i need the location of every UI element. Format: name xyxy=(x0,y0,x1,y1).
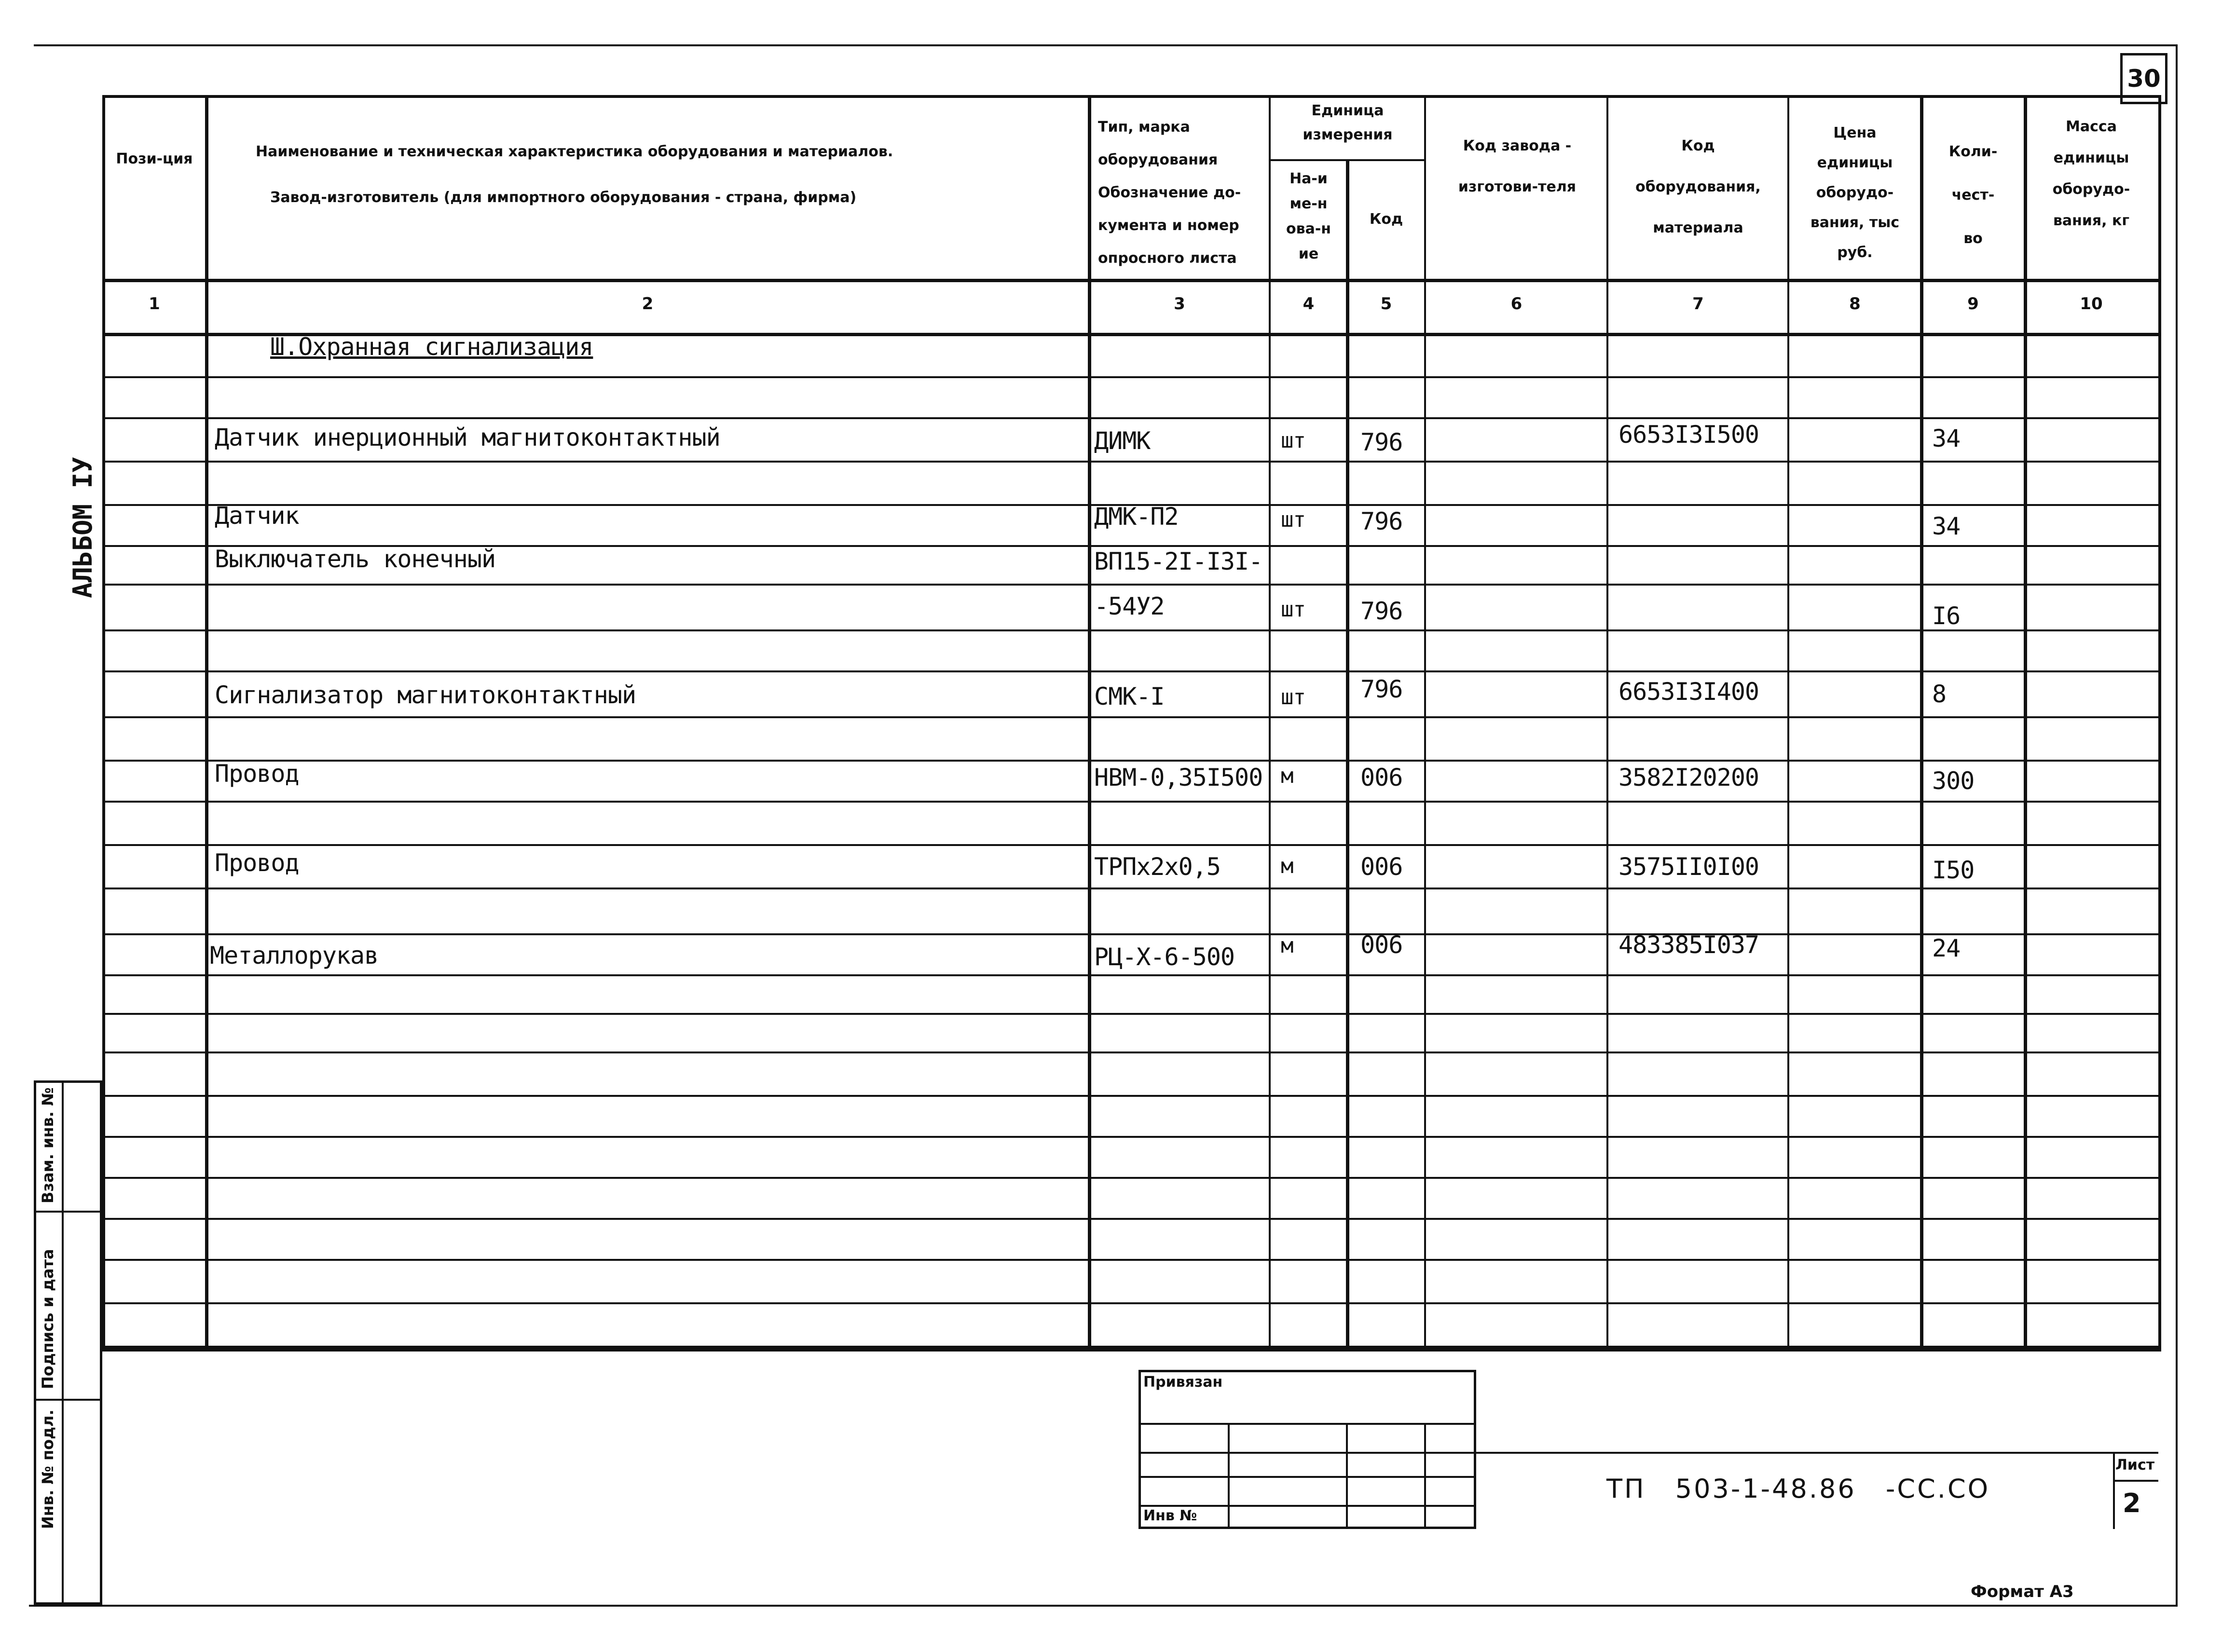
row-5-item-code: 6653I3I400 xyxy=(1618,678,1759,706)
row-7-unit: м xyxy=(1281,854,1293,878)
colnum-3: 3 xyxy=(1174,294,1185,314)
row-5-type: СМК-I xyxy=(1094,683,1165,710)
designation-top-line xyxy=(1476,1452,2158,1454)
row-1-name: Датчик инерционный магнитоконтактный xyxy=(215,423,720,451)
row-6-name: Провод xyxy=(215,760,299,788)
row-5-unit: шт xyxy=(1281,685,1305,710)
row-5-name: Сигнализатор магнитоконтактный xyxy=(215,681,636,709)
row-4-unit-code: 796 xyxy=(1360,597,1403,625)
row-5-unit-code: 796 xyxy=(1360,675,1403,703)
table-row-line xyxy=(102,1095,2158,1097)
row-7-type: ТРПх2х0,5 xyxy=(1094,853,1221,881)
table-row-line xyxy=(102,760,2158,762)
table-row-line xyxy=(102,376,2158,378)
row-8-qty: 24 xyxy=(1932,934,1961,962)
table-row-line xyxy=(102,801,2158,803)
row-2-type: ДМК-П2 xyxy=(1094,503,1179,531)
row-5-qty: 8 xyxy=(1932,680,1947,708)
header-mass: Масса единицы оборудо-вания, кг xyxy=(2052,118,2130,229)
top-border xyxy=(34,44,2176,46)
header-name-line1: Наименование и техническая характеристика оборудования и материалов. xyxy=(256,143,893,160)
col-line-4 xyxy=(1346,159,1349,1346)
row-7-item-code: 3575II0I00 xyxy=(1618,853,1759,881)
list-value: 2 xyxy=(2123,1488,2141,1518)
row-8-unit-code: 006 xyxy=(1360,931,1403,959)
designation: ТП 503-1-48.86 -СС.СО xyxy=(1606,1474,1990,1504)
row-2-unit: шт xyxy=(1281,507,1305,532)
row-7-name: Провод xyxy=(215,849,299,877)
list-box-line xyxy=(2113,1480,2158,1482)
header-price: Цена единицы оборудо-вания, тыс руб. xyxy=(1810,124,1900,261)
col-line-2 xyxy=(1088,95,1091,1346)
row-7-unit-code: 006 xyxy=(1360,853,1403,881)
colnum-1: 1 xyxy=(149,294,160,314)
col-line-9 xyxy=(2024,95,2027,1346)
bottom-border xyxy=(29,1605,2178,1607)
table-row-line xyxy=(102,716,2158,718)
col-line-7 xyxy=(1787,95,1789,1346)
table-row-line xyxy=(102,887,2158,889)
header-unit-code: Код xyxy=(1369,211,1403,228)
colnum-10: 10 xyxy=(2080,294,2103,314)
header-item-code: Код оборудования, материала xyxy=(1635,137,1761,236)
table-row-line xyxy=(102,1136,2158,1138)
row-4-qty: I6 xyxy=(1932,602,1961,630)
row-2-qty: 34 xyxy=(1932,512,1961,540)
table-row-line xyxy=(102,1218,2158,1220)
table-row-line xyxy=(102,1177,2158,1179)
header-unit-name: На-име-нова-ние xyxy=(1286,170,1331,262)
table-row-line xyxy=(102,1302,2158,1304)
list-box-divider xyxy=(2113,1452,2115,1529)
header-unit-group: Единица измерения xyxy=(1303,102,1393,143)
side-stamp-line-2 xyxy=(34,1399,102,1401)
right-border xyxy=(2176,44,2178,1605)
row-8-item-code: 483385I037 xyxy=(1618,931,1759,959)
top-sheet-number: 30 xyxy=(2120,53,2167,104)
inv-no-label: Инв № xyxy=(1143,1507,1197,1524)
table-row-line xyxy=(102,1013,2158,1015)
row-2-unit-code: 796 xyxy=(1360,507,1403,535)
colnum-5: 5 xyxy=(1380,294,1392,314)
row-1-item-code: 6653I3I500 xyxy=(1618,421,1759,449)
colnum-8: 8 xyxy=(1849,294,1861,314)
row-6-type: НВМ-0,35I500 xyxy=(1094,764,1263,792)
header-qty: Коли-чест-во xyxy=(1948,143,1998,247)
row-8-unit: м xyxy=(1281,933,1293,958)
col-line-5 xyxy=(1424,95,1426,1346)
table-row-line xyxy=(102,844,2158,846)
col-line-1 xyxy=(205,95,208,1346)
section-title: Ш.Охранная сигнализация xyxy=(270,333,593,361)
table-row-line xyxy=(102,1259,2158,1261)
col-line-3 xyxy=(1269,95,1271,1346)
row-1-unit-code: 796 xyxy=(1360,428,1403,456)
row-1-unit: шт xyxy=(1281,428,1305,453)
row-4-unit: шт xyxy=(1281,597,1305,622)
privyazan-col-3 xyxy=(1424,1423,1426,1529)
row-3-name: Выключатель конечный xyxy=(215,545,496,573)
header-type: Тип, марка оборудования Обозначение до-кумента и номер опросного листа xyxy=(1098,119,1241,267)
row-1-type: ДИМК xyxy=(1094,427,1151,455)
row-6-qty: 300 xyxy=(1932,767,1975,795)
row-6-unit: м xyxy=(1281,764,1293,788)
stamp-inv-label: Инв. № подл. xyxy=(39,1409,57,1529)
unit-group-line xyxy=(1269,159,1424,161)
row-8-type: РЦ-Х-6-500 xyxy=(1094,943,1235,971)
table-row-line xyxy=(102,584,2158,586)
privyazan-label: Привязан xyxy=(1143,1374,1223,1391)
row-7-qty: I50 xyxy=(1932,856,1975,884)
colnum-7: 7 xyxy=(1692,294,1704,314)
row-4-type: -54У2 xyxy=(1094,592,1165,620)
table-row-line xyxy=(102,461,2158,463)
side-stamp-line-1 xyxy=(34,1211,102,1213)
album-label: АЛЬБОМ IУ xyxy=(68,457,98,598)
header-factory-code: Код завода - изготови-теля xyxy=(1458,137,1577,195)
header-name-line2: Завод-изготовитель (для импортного оборудования - страна, фирма) xyxy=(270,189,857,206)
header-position: Пози-ция xyxy=(116,150,193,167)
stamp-podpis-label: Подпись и дата xyxy=(39,1249,57,1389)
col-line-8 xyxy=(1920,95,1923,1346)
row-1-qty: 34 xyxy=(1932,424,1961,452)
table-row-line xyxy=(102,933,2158,935)
table-row-line xyxy=(102,974,2158,976)
colnum-9: 9 xyxy=(1967,294,1979,314)
privyazan-col-1 xyxy=(1228,1423,1230,1529)
row-6-item-code: 3582I20200 xyxy=(1618,764,1759,792)
privyazan-col-2 xyxy=(1346,1423,1348,1529)
row-6-unit-code: 006 xyxy=(1360,764,1403,792)
header-bottom-line xyxy=(102,279,2158,282)
table-row-line xyxy=(102,417,2158,419)
row-8-name: Металлорукав xyxy=(210,942,379,969)
spec-table-frame xyxy=(102,95,2161,1352)
format-label: Формат А3 xyxy=(1971,1582,2074,1601)
table-row-line xyxy=(102,670,2158,672)
row-2-name: Датчик xyxy=(215,502,299,530)
colnum-6: 6 xyxy=(1510,294,1522,314)
table-row-line xyxy=(102,1051,2158,1053)
list-label: Лист xyxy=(2115,1457,2155,1474)
colnum-4: 4 xyxy=(1303,294,1315,314)
col-line-6 xyxy=(1606,95,1608,1346)
table-row-line xyxy=(102,629,2158,631)
row-3-type: ВП15-2I-I3I- xyxy=(1094,547,1263,575)
colnum-2: 2 xyxy=(642,294,654,314)
title-block-top xyxy=(102,1346,2158,1349)
stamp-vzam-label: Взам. инв. № xyxy=(39,1087,57,1203)
side-stamp-divider xyxy=(62,1080,64,1605)
